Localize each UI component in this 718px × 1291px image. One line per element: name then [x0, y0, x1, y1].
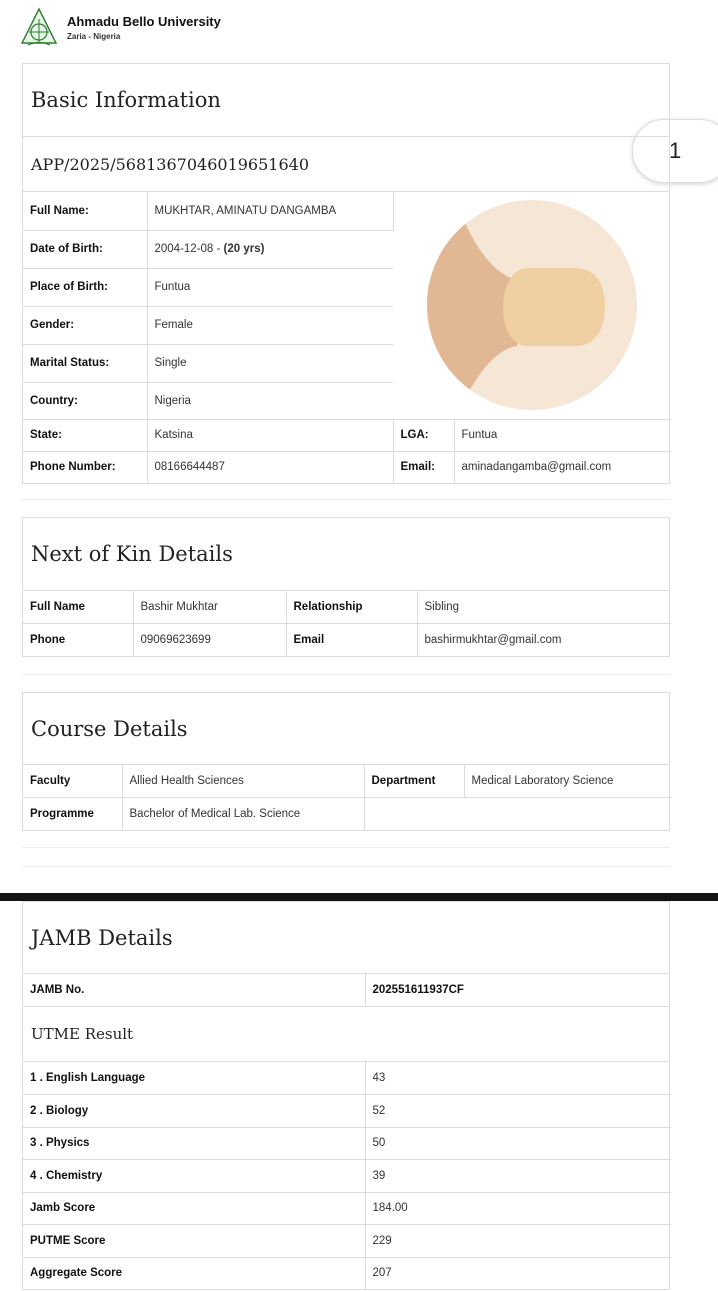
programme-label: Programme: [23, 797, 122, 830]
utme-result-title: UTME Result: [23, 1006, 669, 1062]
putme-score-value: 229: [365, 1224, 671, 1257]
country-value: Nigeria: [147, 382, 393, 419]
email-value: aminadangamba@gmail.com: [461, 461, 612, 474]
aggregate-score-label: Aggregate Score: [23, 1257, 365, 1289]
section-divider: [22, 866, 670, 867]
jamb-details-title: JAMB Details: [23, 902, 669, 974]
state-label: State:: [23, 419, 147, 451]
jamb-score-value: 184.00: [365, 1192, 671, 1224]
programme-value: Bachelor of Medical Lab. Science: [122, 797, 364, 830]
faculty-label: Faculty: [23, 765, 122, 797]
dob-date: 2004-12-08 -: [154, 243, 224, 255]
kin-full-name-label: Full Name: [23, 591, 133, 623]
gender-label: Gender:: [23, 306, 147, 344]
jamb-number-value: 202551611937CF: [372, 984, 464, 996]
next-of-kin-table: [23, 591, 671, 656]
subject-score: 39: [365, 1159, 671, 1192]
lga-value: Funtua: [454, 419, 671, 451]
university-branding: [67, 14, 221, 41]
full-name-value: MUKHTAR, AMINATU DANGAMBA: [147, 192, 393, 230]
kin-phone-value: 09069623699: [133, 623, 286, 656]
page-break-bar: [0, 893, 718, 901]
kin-email-label: Email: [286, 623, 417, 656]
subject-name: 4 . Chemistry: [23, 1159, 365, 1192]
faculty-value: Allied Health Sciences: [122, 765, 364, 797]
empty-cell: [364, 797, 671, 830]
university-name: Ahmadu Bello University: [67, 13, 221, 29]
marital-status-label: Marital Status:: [23, 344, 147, 382]
subject-name: 3 . Physics: [23, 1127, 365, 1159]
jamb-details-card: [22, 901, 670, 1290]
pob-value: Funtua: [147, 268, 393, 306]
utme-result-table: [23, 1062, 671, 1289]
section-divider: [22, 674, 670, 675]
basic-information-title: Basic Information: [23, 64, 669, 137]
basic-information-card: [22, 63, 670, 484]
jamb-number-table: [23, 974, 671, 1006]
subject-score: 52: [365, 1094, 671, 1127]
university-logo-icon: [20, 7, 58, 47]
kin-phone-label: Phone: [23, 623, 133, 656]
jamb-score-label: Jamb Score: [23, 1192, 365, 1224]
section-divider: [22, 499, 670, 500]
university-location: Zaria - Nigeria: [67, 31, 121, 41]
subject-score: 43: [365, 1062, 671, 1094]
page-header: [20, 6, 221, 48]
kin-full-name-value: Bashir Mukhtar: [133, 591, 286, 623]
lga-label: LGA:: [393, 419, 454, 451]
putme-score-label: PUTME Score: [23, 1224, 365, 1257]
kin-email-value: bashirmukhtar@gmail.com: [424, 633, 562, 646]
avatar-placeholder-icon: [425, 198, 639, 412]
subject-name: 1 . English Language: [23, 1062, 365, 1094]
course-details-title: Course Details: [23, 693, 669, 765]
phone-value: 08166644487: [147, 451, 393, 483]
country-label: Country:: [23, 382, 147, 419]
application-number: APP/2025/5681367046019651640: [23, 137, 669, 192]
state-value: Katsina: [147, 419, 393, 451]
page-number: 1: [669, 138, 682, 163]
phone-label: Phone Number:: [23, 451, 147, 483]
course-details-card: [22, 692, 670, 831]
jamb-number-label: JAMB No.: [23, 974, 365, 1006]
marital-status-value: Single: [147, 344, 393, 382]
kin-relationship-value: Sibling: [417, 591, 671, 623]
applicant-photo: [393, 192, 671, 419]
subject-name: 2 . Biology: [23, 1094, 365, 1127]
full-name-label: Full Name:: [23, 192, 147, 230]
email-label: Email:: [393, 451, 454, 483]
subject-score: 50: [365, 1127, 671, 1159]
basic-information-table: [23, 192, 671, 483]
next-of-kin-title: Next of Kin Details: [23, 518, 669, 591]
next-of-kin-card: [22, 517, 670, 657]
dob-label: Date of Birth:: [23, 230, 147, 268]
pob-label: Place of Birth:: [23, 268, 147, 306]
dob-value: [147, 230, 393, 268]
department-label: Department: [364, 765, 464, 797]
section-divider: [22, 847, 670, 848]
kin-relationship-label: Relationship: [286, 591, 417, 623]
course-details-table: [23, 765, 671, 830]
gender-value: Female: [147, 306, 393, 344]
department-value: Medical Laboratory Science: [464, 765, 671, 797]
aggregate-score-value: 207: [372, 1267, 392, 1280]
age-value: (20 yrs): [223, 243, 265, 255]
